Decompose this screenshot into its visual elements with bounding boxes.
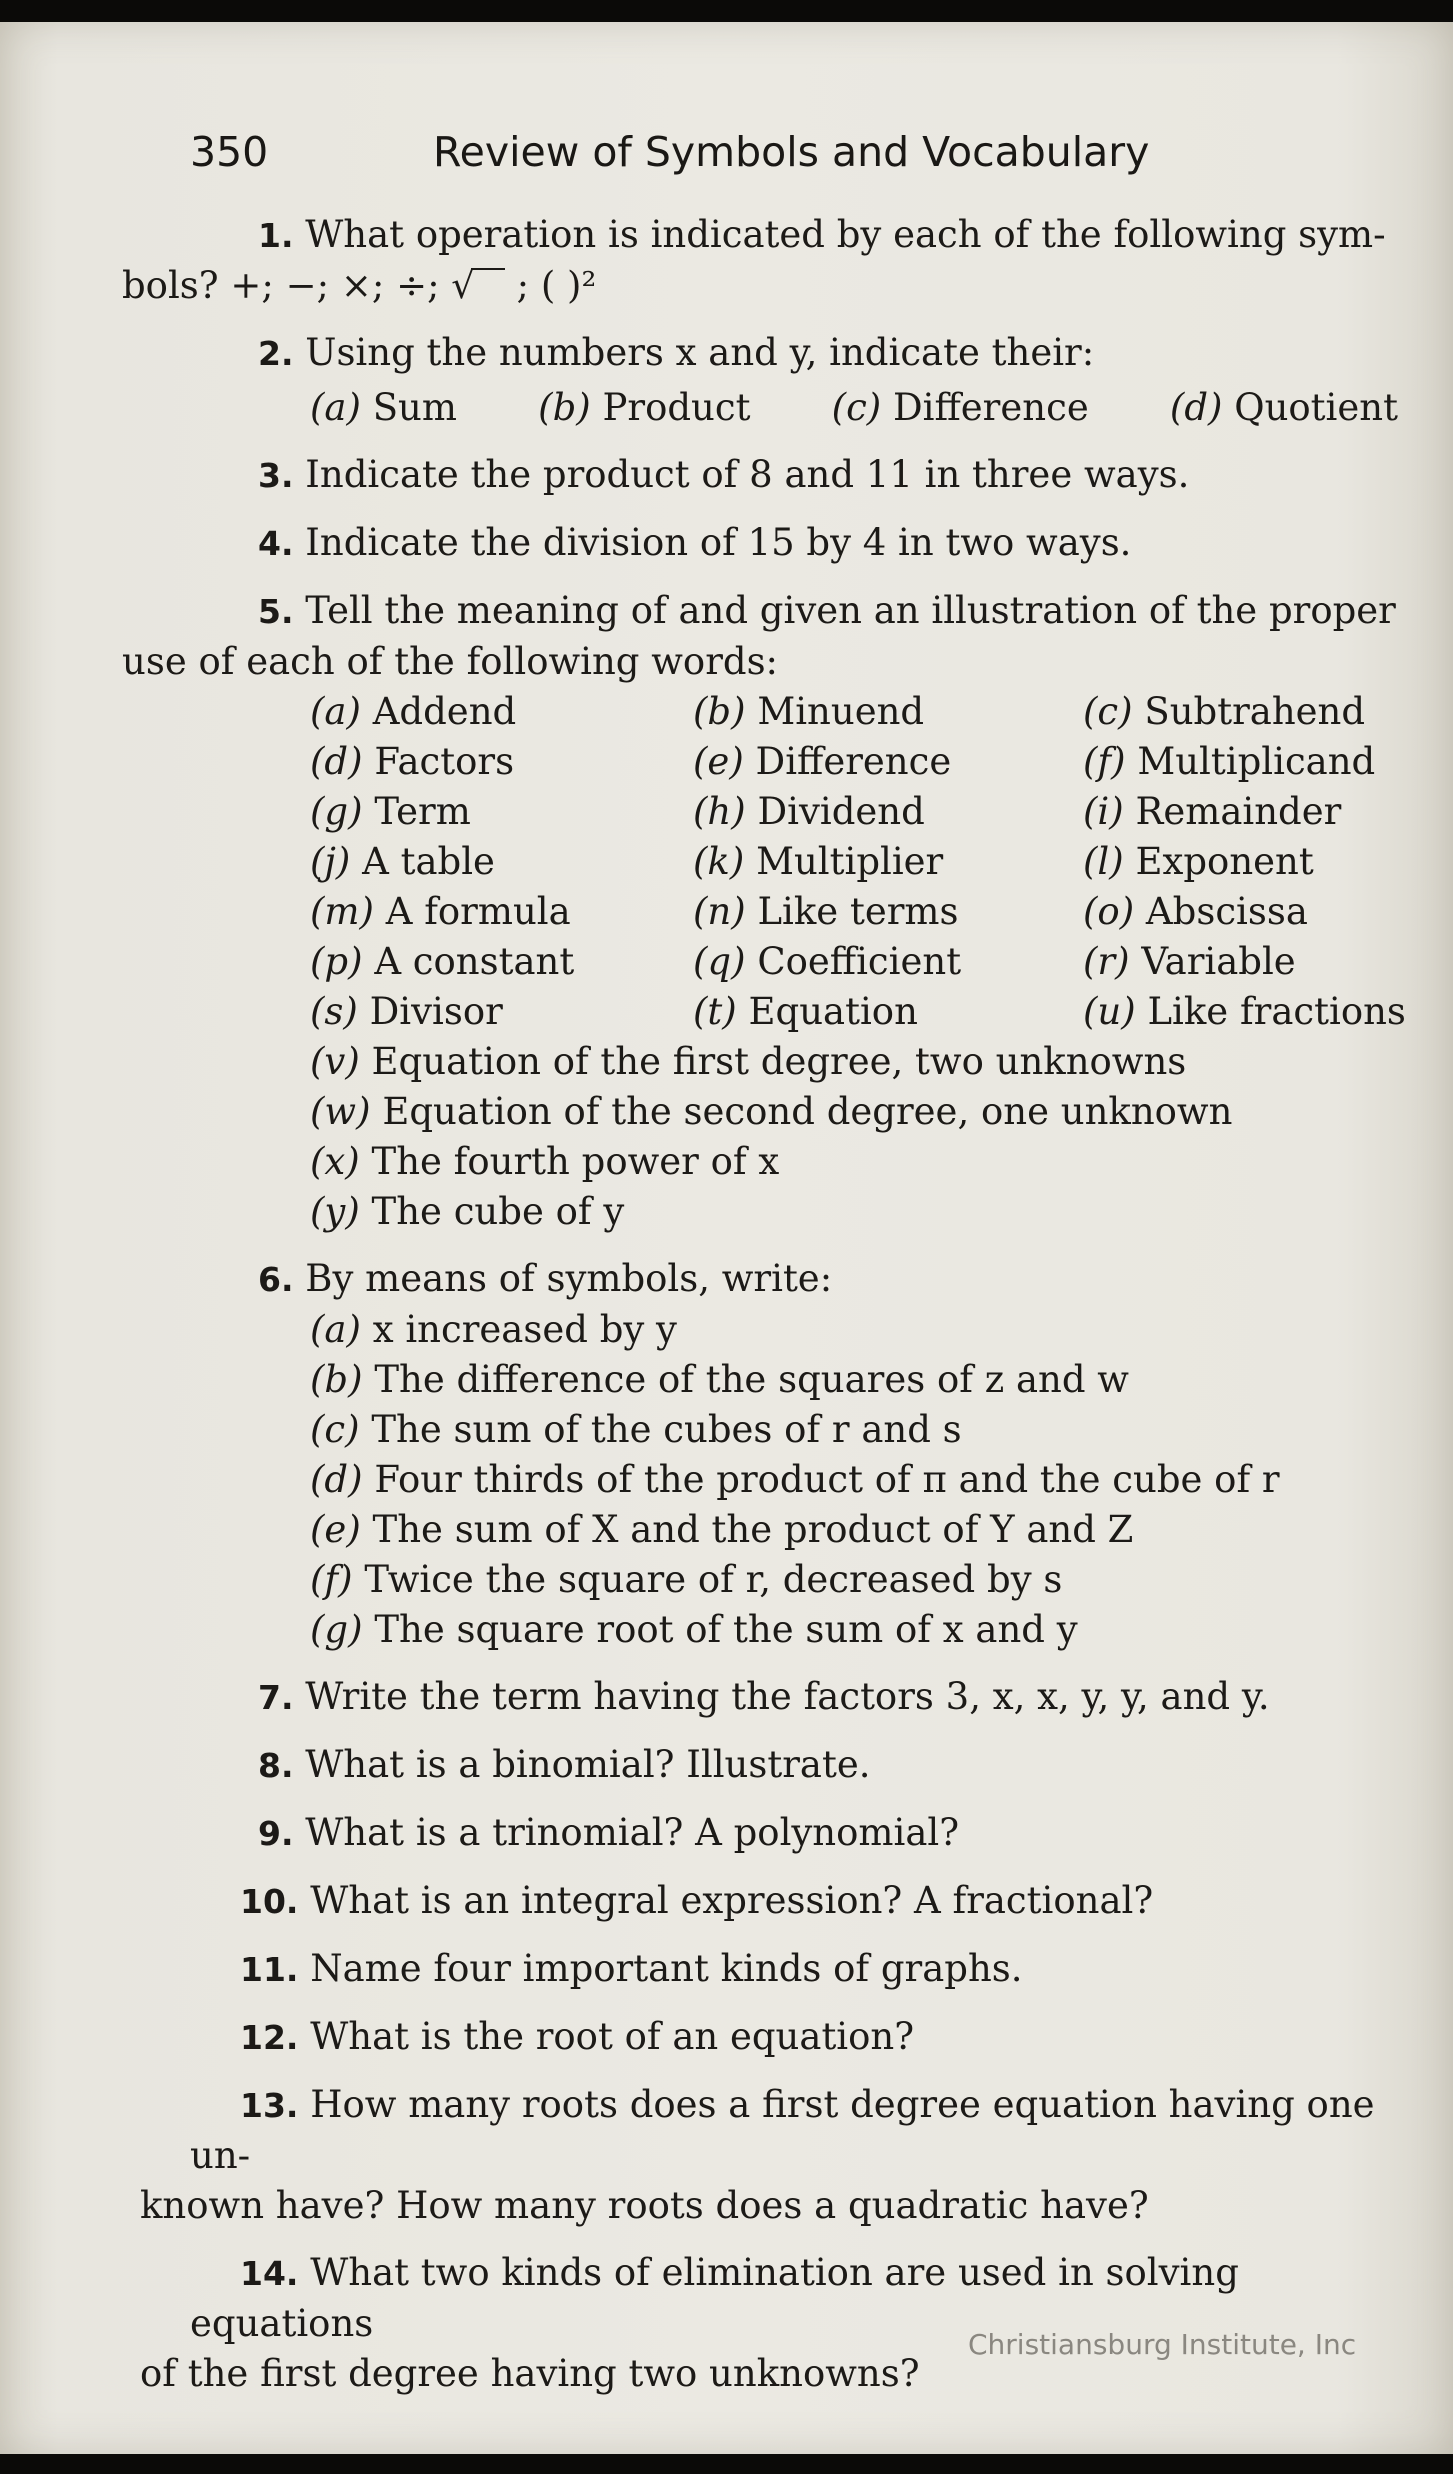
question-text: What is a binomial? Illustrate. [305,1743,871,1786]
item-label: Multiplicand [1137,740,1376,783]
item-letter: (p) [310,940,363,983]
item-label: A table [362,840,495,883]
vocab-item [693,837,1083,887]
item-letter: (r) [1083,940,1130,983]
vocab-item [310,1605,1398,1655]
item-letter: (d) [310,740,363,783]
question-number: 8. [258,1746,294,1785]
question-number: 10. [240,1882,299,1921]
item-letter: (b) [693,690,746,733]
vocab-item [693,787,1083,837]
item-letter: (g) [310,1608,363,1651]
question-9 [190,1808,1398,1859]
question-13 [140,2080,1398,2231]
question-text: What operation is indicated by each of the following sym- [305,213,1386,256]
vocab-item [310,937,693,987]
item-label: Twice the square of r, decreased by s [364,1558,1063,1601]
question-2 [190,328,1398,379]
question-14 [140,2248,1398,2399]
item-label: Coefficient [757,940,962,983]
question-list [122,210,1406,2416]
item-letter: (k) [693,840,745,883]
question-11 [190,1944,1398,1995]
item-letter: (t) [693,990,737,1033]
item-label: Multiplier [756,840,944,883]
question-number: 11. [240,1950,299,1989]
item-label: Abscissa [1145,890,1308,933]
item-label: Dividend [757,790,925,833]
item-letter: (x) [310,1140,360,1183]
question-text: What two kinds of elimination are used in solving equations [190,2251,1239,2345]
q5-vocab-grid [190,687,1406,1037]
q5-vocab-list [190,1037,1398,1237]
question-number: 4. [258,524,294,563]
page-number: 350 [190,128,269,176]
item-letter: (s) [310,990,358,1033]
item-letter: (u) [1083,990,1136,1033]
vocab-item [693,737,1083,787]
item-letter: (a) [310,1308,361,1351]
vocab-item [693,687,1083,737]
question-number: 1. [258,216,294,255]
item-label: Difference [755,740,952,783]
question-1 [122,210,1398,311]
vocab-item [310,687,693,737]
vocab-item [693,937,1083,987]
question-text: How many roots does a first degree equation having one un- [190,2083,1375,2177]
vocab-item [310,1037,1398,1087]
question-text-cont: use of each of the following words: [122,640,779,683]
question-text: Write the term having the factors 3, x, x, y, y, and y. [305,1675,1270,1718]
item-letter: (m) [310,890,374,933]
item-label: Remainder [1135,790,1342,833]
question-number: 2. [258,334,294,373]
question-number: 12. [240,2018,299,2057]
running-title: Review of Symbols and Vocabulary [433,128,1150,176]
item-label: The difference of the squares of z and w [374,1358,1129,1401]
vocab-item [1083,937,1413,987]
option-d: (d) Quotient [1169,386,1398,429]
item-label: Subtrahend [1144,690,1366,733]
question-text: What is an integral expression? A fractional? [310,1879,1154,1922]
item-label: x increased by y [372,1308,677,1351]
vocab-item [310,987,693,1037]
page-header [190,128,1390,188]
question-7 [190,1672,1398,1723]
question-text-cont: bols? +; −; ×; ÷; √ [122,264,475,307]
item-letter: (o) [1083,890,1135,933]
vocab-item [310,837,693,887]
option-a: (a) Sum [310,386,457,429]
item-label: Four thirds of the product of π and the cube of r [374,1458,1280,1501]
item-letter: (l) [1083,840,1124,883]
question-number: 9. [258,1814,294,1853]
item-letter: (e) [693,740,744,783]
vocab-item [1083,687,1413,737]
vocab-item [310,1505,1398,1555]
vocab-item [310,1555,1398,1605]
vocab-item [310,737,693,787]
item-letter: (c) [1083,690,1133,733]
item-letter: (y) [310,1190,360,1233]
item-label: The sum of X and the product of Y and Z [372,1508,1134,1551]
item-label: Divisor [369,990,503,1033]
item-letter: (c) [310,1408,360,1451]
item-letter: (w) [310,1090,371,1133]
question-text: What is a trinomial? A polynomial? [305,1811,960,1854]
item-letter: (f) [1083,740,1126,783]
question-text: Tell the meaning of and given an illustration of the proper [305,589,1396,632]
item-label: A constant [374,940,575,983]
question-12 [190,2012,1398,2063]
vocab-item [310,787,693,837]
question-text: Indicate the product of 8 and 11 in three ways. [305,453,1190,496]
vocab-item [310,1305,1398,1355]
item-letter: (j) [310,840,351,883]
vocab-item [1083,737,1413,787]
vocab-item [310,1405,1398,1455]
option-c: (c) Difference [831,386,1089,429]
item-letter: (b) [310,1358,363,1401]
vocab-item [310,1455,1398,1505]
item-letter: (h) [693,790,746,833]
vocab-item [310,1087,1398,1137]
item-label: Minuend [757,690,925,733]
item-label: Exponent [1135,840,1314,883]
q6-symbol-list [190,1305,1398,1655]
item-letter: (f) [310,1558,353,1601]
question-3 [190,450,1398,501]
vocab-item [1083,787,1413,837]
vocab-item [310,1355,1398,1405]
item-label: The fourth power of x [371,1140,780,1183]
question-text-cont: of the first degree having two unknowns? [140,2352,920,2395]
vocab-item [1083,887,1413,937]
item-label: Factors [374,740,515,783]
question-number: 13. [240,2086,299,2125]
vocab-item [693,987,1083,1037]
item-label: Addend [372,690,517,733]
item-letter: (v) [310,1040,360,1083]
item-letter: (q) [693,940,746,983]
item-label: Equation of the second degree, one unknown [382,1090,1233,1133]
item-letter: (i) [1083,790,1124,833]
q2-options [190,383,1398,433]
question-8 [190,1740,1398,1791]
item-label: The cube of y [371,1190,625,1233]
question-text: Name four important kinds of graphs. [310,1947,1023,1990]
item-letter: (n) [693,890,746,933]
item-label: Like fractions [1147,990,1406,1033]
item-letter: (a) [310,690,361,733]
option-b: (b) Product [538,386,751,429]
question-text-cont-2: ; ( )² [504,264,597,307]
sqrt-bar [471,268,505,304]
item-label: Equation [748,990,918,1033]
question-number: 5. [258,592,294,631]
question-4 [190,518,1398,569]
question-text: Indicate the division of 15 by 4 in two ways. [305,521,1132,564]
item-letter: (e) [310,1508,361,1551]
item-label: Equation of the first degree, two unknowns [371,1040,1187,1083]
item-label: The sum of the cubes of r and s [371,1408,962,1451]
item-label: A formula [385,890,571,933]
question-text: What is the root of an equation? [310,2015,915,2058]
question-6 [190,1254,1398,1305]
item-label: Variable [1141,940,1296,983]
item-letter: (d) [310,1458,363,1501]
question-text: Using the numbers x and y, indicate their: [305,331,1095,374]
vocab-item [310,887,693,937]
item-label: Like terms [757,890,959,933]
vocab-item [693,887,1083,937]
question-number: 3. [258,456,294,495]
item-label: The square root of the sum of x and y [374,1608,1078,1651]
vocab-item [310,1137,1398,1187]
question-10 [190,1876,1398,1927]
question-5 [122,586,1398,687]
vocab-item [310,1187,1398,1237]
question-number: 7. [258,1678,294,1717]
vocab-item [1083,837,1413,887]
question-text-cont: known have? How many roots does a quadratic have? [140,2184,1149,2227]
question-number: 6. [258,1260,294,1299]
vocab-item [1083,987,1413,1037]
item-letter: (g) [310,790,363,833]
question-text: By means of symbols, write: [305,1257,833,1300]
watermark: Christiansburg Institute, Inc [968,2328,1357,2361]
question-number: 14. [240,2254,299,2293]
item-label: Term [374,790,471,833]
